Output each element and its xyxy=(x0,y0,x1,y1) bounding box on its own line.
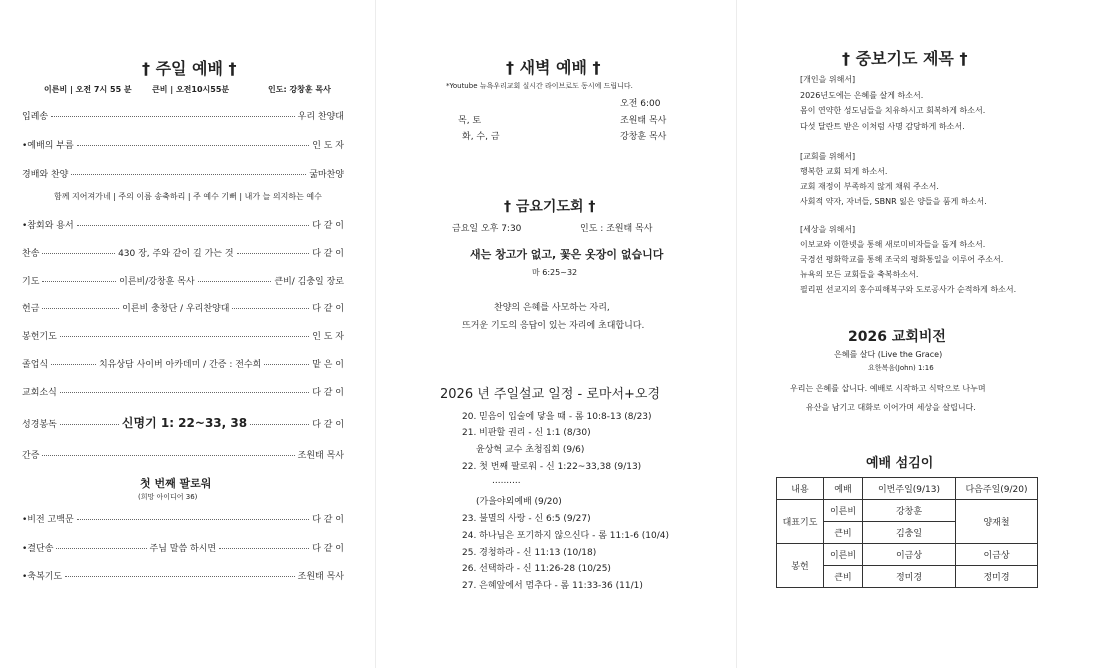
dot-leader xyxy=(77,519,310,520)
order-item-leader: 인 도 자 xyxy=(312,332,344,342)
order-item-leader: 우리 찬양대 xyxy=(297,112,344,122)
order-item-label: 찬송 xyxy=(22,249,40,259)
dot-leader xyxy=(237,253,310,254)
order-item-detail: 이른비/강창훈 목사 xyxy=(119,277,195,287)
schedule-item: (가을야외예배 (9/20) xyxy=(476,497,562,507)
prayer-item: 다섯 달란트 받은 이처럼 사명 감당하게 하소서. xyxy=(800,122,965,131)
order-item-leader: 다 같 이 xyxy=(312,304,345,314)
order-item-leader: 다 같 이 xyxy=(312,249,344,259)
schedule-item: 26. 선택하라 - 신 11:26-28 (10/25) xyxy=(462,564,611,574)
dot-leader xyxy=(77,225,310,226)
table-header-cell: 이번주일(9/13) xyxy=(863,478,956,500)
prayer-item: 이보교와 이한넷을 통해 새로미비자들을 돕게 하소서. xyxy=(800,240,986,249)
order-item-leader: 다 같 이 xyxy=(312,221,344,231)
dawn-days-1: 목, 토 xyxy=(458,116,482,126)
table-cell: 대표기도 xyxy=(777,500,824,544)
order-item-leader: 다 같 이 xyxy=(312,420,345,430)
sunday-service-title: † 주일 예배 † xyxy=(142,59,237,78)
order-item-label: 봉헌기도 xyxy=(22,332,57,342)
table-cell: 이른비 xyxy=(824,500,863,522)
sermon-schedule-title: 2026 년 주일설교 일정 - 로마서+오경 xyxy=(440,387,661,402)
friday-invite-line-1: 찬양의 은혜를 사모하는 자리, xyxy=(494,303,610,313)
order-item-detail: 치유상담 사이버 아카데미 / 간증 : 전수희 xyxy=(98,360,262,370)
order-item-label: 졸업식 xyxy=(22,360,49,370)
early-service-time: 이른비 | 오전 7시 55 분 xyxy=(44,85,132,94)
youtube-note: *Youtube 뉴욕우리교회 실시간 라이브로도 동시에 드립니다. xyxy=(446,82,633,90)
order-item-leader: 다 같 이 xyxy=(312,544,344,554)
order-item xyxy=(22,109,344,122)
table-cell: 이금상 xyxy=(956,544,1038,566)
order-item-leader: 굶마찬양 xyxy=(309,170,344,180)
service-helpers-title: 예배 섬김이 xyxy=(866,456,934,471)
dawn-leader-2: 강창훈 목사 xyxy=(620,132,667,142)
table-cell: 정미경 xyxy=(863,566,956,588)
order-item-label: 경배와 찬양 xyxy=(22,170,69,180)
friday-verse: 새는 창고가 없고, 꽃은 옷장이 없습니다 xyxy=(470,248,664,261)
order-item-label: 입례송 xyxy=(22,112,49,122)
order-item-detail: 이른비 충창단 / 우리찬양대 xyxy=(122,304,230,314)
schedule-item: .......... xyxy=(492,476,521,486)
order-item-label: 기도 xyxy=(22,277,40,287)
dot-leader xyxy=(65,576,295,577)
prayer-item: 몸이 연약한 성도님들을 치유하시고 회복하게 하소서. xyxy=(800,106,986,115)
prayer-category: [세상을 위해서] xyxy=(800,225,856,234)
schedule-item: 윤상혁 교수 초청집회 (9/6) xyxy=(476,445,585,455)
order-item xyxy=(22,274,344,287)
table-cell: 봉헌 xyxy=(777,544,824,588)
order-item-leader: 조원태 목사 xyxy=(297,451,344,461)
order-item-label: •예배의 부름 xyxy=(22,141,74,151)
order-item xyxy=(22,448,344,461)
friday-verse-reference: 마 6:25~32 xyxy=(532,268,578,277)
schedule-item: 20. 믿음이 입술에 닿을 때 - 롬 10:8-13 (8/23) xyxy=(462,412,652,422)
table-header-cell: 다음주일(9/20) xyxy=(956,478,1038,500)
order-item-leader: 다 같 이 xyxy=(312,515,344,525)
order-item xyxy=(22,414,344,431)
church-vision-subtitle: 은혜를 살다 (Live the Grace) xyxy=(834,350,943,359)
schedule-item: 22. 첫 번째 팔로워 - 신 1:22~33,38 (9/13) xyxy=(462,462,642,472)
prayer-category: [교회를 위해서] xyxy=(800,152,856,161)
dawn-leader-1: 조원태 목사 xyxy=(620,116,667,126)
dot-leader xyxy=(250,424,309,425)
order-item xyxy=(22,167,344,180)
table-cell: 양재철 xyxy=(956,500,1038,544)
dot-leader xyxy=(60,392,309,393)
dot-leader xyxy=(232,308,309,309)
schedule-item: 24. 하나님은 포기하지 않으신다 - 롬 11:1-6 (10/4) xyxy=(462,531,670,541)
church-vision-title: 2026 교회비전 xyxy=(848,329,946,345)
order-item-label: •축복기도 xyxy=(22,572,63,582)
order-item xyxy=(22,301,344,314)
fold-line-right xyxy=(736,0,737,668)
sermon-subtitle: (희망 아이디어 36) xyxy=(138,493,198,501)
main-service-time: 큰비 | 오전10시55분 xyxy=(152,85,230,94)
prayer-item: 필리핀 선교지의 홍수피해복구와 도로공사가 순적하게 하소서. xyxy=(800,285,1017,294)
prayer-item: 국경선 평화학교를 통해 조국의 평화통일을 이루어 주소서. xyxy=(800,255,1004,264)
order-item xyxy=(22,541,344,554)
order-item-label: 성경봉독 xyxy=(22,420,57,430)
order-item-detail: 430 장, 주와 같이 길 가는 것 xyxy=(118,249,234,259)
order-item xyxy=(22,329,344,342)
dawn-time: 오전 6:00 xyxy=(620,99,661,109)
prayer-item: 2026년도에는 은혜를 살게 하소서. xyxy=(800,91,924,100)
table-cell: 큰비 xyxy=(824,522,863,544)
friday-invite-line-2: 뜨거운 기도의 응답이 있는 자리에 초대합니다. xyxy=(462,321,645,331)
dot-leader xyxy=(42,308,119,309)
order-item xyxy=(22,357,344,370)
order-item-label: 교회소식 xyxy=(22,388,57,398)
order-item-leader: 다 같 이 xyxy=(312,388,344,398)
table-header-cell: 내용 xyxy=(777,478,824,500)
service-leader: 인도: 강창훈 목사 xyxy=(268,85,331,94)
schedule-item: 27. 은혜앞에서 멈추다 - 롬 11:33-36 (11/1) xyxy=(462,581,643,591)
dot-leader xyxy=(42,253,115,254)
dot-leader xyxy=(51,364,96,365)
table-cell: 정미경 xyxy=(956,566,1038,588)
church-vision-line-2: 유산을 남기고 대화로 이어가며 세상을 살립니다. xyxy=(806,403,976,412)
order-item-detail: 주님 말씀 하시면 xyxy=(149,544,217,554)
dot-leader xyxy=(219,548,309,549)
praise-song-list: 함께 지어져가네 | 주의 이름 송축하리 | 주 예수 기뻐 | 내가 늘 의지하는 예수 xyxy=(54,192,322,201)
dot-leader xyxy=(56,548,146,549)
schedule-item: 25. 경청하라 - 신 11:13 (10/18) xyxy=(462,548,597,558)
service-helpers-table xyxy=(776,477,1038,588)
table-row xyxy=(777,500,1038,522)
table-row xyxy=(777,544,1038,566)
dot-leader xyxy=(71,174,306,175)
table-header-row xyxy=(777,478,1038,500)
order-item-label: 헌금 xyxy=(22,304,40,314)
prayer-item: 교회 재정이 부족하지 않게 채워 주소서. xyxy=(800,182,939,191)
church-vision-reference: 요한복음(John) 1:16 xyxy=(868,364,934,372)
table-cell: 이른비 xyxy=(824,544,863,566)
table-cell: 강창훈 xyxy=(863,500,956,522)
dot-leader xyxy=(42,455,294,456)
order-item xyxy=(22,569,344,582)
prayer-item: 뉴욕의 모든 교회들을 축복하소서. xyxy=(800,270,919,279)
order-item-leader: 조원태 목사 xyxy=(297,572,344,582)
order-item xyxy=(22,218,344,231)
schedule-item: 23. 불멸의 사랑 - 신 6:5 (9/27) xyxy=(462,514,591,524)
table-cell: 큰비 xyxy=(824,566,863,588)
church-vision-line-1: 우리는 은혜를 삽니다. 예배로 시작하고 식탁으로 나누며 xyxy=(790,384,986,393)
dawn-service-title: † 새벽 예배 † xyxy=(506,58,601,77)
order-item xyxy=(22,138,344,151)
order-item xyxy=(22,246,344,259)
dawn-days-2: 화, 수, 금 xyxy=(462,132,500,142)
friday-prayer-title: † 금요기도회 † xyxy=(504,199,596,215)
sermon-title: 첫 번째 팔로워 xyxy=(140,477,212,490)
dot-leader xyxy=(198,281,272,282)
prayer-requests-title: † 중보기도 제목 † xyxy=(842,49,968,68)
prayer-category: [개인을 위해서] xyxy=(800,75,856,84)
order-item-label: •참회와 용서 xyxy=(22,221,74,231)
order-item-leader: 큰비/ 김충일 장로 xyxy=(274,277,344,287)
order-item-leader: 인 도 자 xyxy=(312,141,344,151)
order-item xyxy=(22,512,344,525)
order-item-leader: 맡 은 이 xyxy=(312,360,344,370)
dot-leader xyxy=(264,364,309,365)
dot-leader xyxy=(42,281,116,282)
order-item xyxy=(22,385,344,398)
order-item-label: 간증 xyxy=(22,451,40,461)
dot-leader xyxy=(60,336,309,337)
friday-time: 금요일 오후 7:30 xyxy=(452,224,522,234)
prayer-item: 행복한 교회 되게 하소서. xyxy=(800,167,888,176)
order-item-label: •비전 고백문 xyxy=(22,515,74,525)
dot-leader xyxy=(77,145,310,146)
prayer-item: 사회적 약자, 자녀들, SBNR 잃은 양들을 품게 하소서. xyxy=(800,197,987,206)
table-header-cell: 예배 xyxy=(824,478,863,500)
dot-leader xyxy=(51,116,295,117)
friday-leader: 인도 : 조원태 목사 xyxy=(580,224,653,234)
table-cell: 이금상 xyxy=(863,544,956,566)
dot-leader xyxy=(60,424,119,425)
fold-line-left xyxy=(375,0,376,668)
schedule-item: 21. 비판할 권리 - 신 1:1 (8/30) xyxy=(462,428,591,438)
order-item-label: •결단송 xyxy=(22,544,54,554)
order-item-detail: 신명기 1: 22~33, 38 xyxy=(121,416,248,430)
table-cell: 김충일 xyxy=(863,522,956,544)
